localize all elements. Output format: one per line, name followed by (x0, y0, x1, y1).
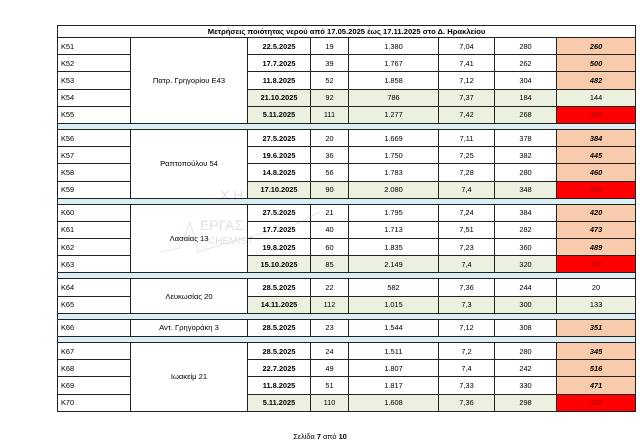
value-flagged: 353 (557, 106, 636, 123)
sample-code: K61 (58, 221, 131, 238)
table-title: Μετρήσεις ποιότητας νερού από 17.05.2025 έως 17.11.2025 στο Δ. Ηρακλείου (58, 26, 636, 38)
sample-date: 17.7.2025 (248, 221, 311, 238)
sample-address: Λευκωσίας 20 (131, 279, 248, 313)
sample-code: K53 (58, 72, 131, 89)
value-4: 298 (495, 394, 557, 411)
sample-date: 19.6.2025 (248, 147, 311, 164)
value-ph: 7,11 (439, 129, 495, 146)
sample-date: 11.8.2025 (248, 377, 311, 394)
sample-code: K65 (58, 296, 131, 313)
sample-code: K62 (58, 239, 131, 256)
value-flagged: 473 (557, 221, 636, 238)
value-2: 1.669 (349, 129, 439, 146)
sample-date: 15.10.2025 (248, 256, 311, 273)
table-row (58, 343, 636, 360)
value-4: 280 (495, 38, 557, 55)
value-ph: 7,04 (439, 38, 495, 55)
sample-date: 19.8.2025 (248, 239, 311, 256)
value-4: 282 (495, 221, 557, 238)
value-2: 1.835 (349, 239, 439, 256)
value-4: 384 (495, 204, 557, 221)
value-2: 1.858 (349, 72, 439, 89)
value-4: 300 (495, 296, 557, 313)
value-2: 1.795 (349, 204, 439, 221)
value-ph: 7,25 (439, 147, 495, 164)
value-ph: 7,12 (439, 319, 495, 336)
value-flagged: 20 (557, 279, 636, 296)
value-ph: 7,3 (439, 296, 495, 313)
value-4: 382 (495, 147, 557, 164)
value-4: 320 (495, 256, 557, 273)
sample-code: K58 (58, 164, 131, 181)
sample-code: K57 (58, 147, 131, 164)
value-ph: 7,4 (439, 360, 495, 377)
value-2: 2.080 (349, 181, 439, 198)
table-row (58, 279, 636, 296)
value-2: 1.750 (349, 147, 439, 164)
value-1: 40 (311, 221, 349, 238)
sample-code: K63 (58, 256, 131, 273)
sample-code: K60 (58, 204, 131, 221)
sample-address: Λασαίας 13 (131, 204, 248, 273)
value-1: 23 (311, 319, 349, 336)
value-4: 242 (495, 360, 557, 377)
value-flagged: 133 (557, 296, 636, 313)
value-flagged: 445 (557, 147, 636, 164)
value-4: 280 (495, 164, 557, 181)
sample-code: K55 (58, 106, 131, 123)
sample-date: 22.5.2025 (248, 38, 311, 55)
table-row (58, 204, 636, 221)
sample-code: K56 (58, 129, 131, 146)
sample-code: K66 (58, 319, 131, 336)
value-1: 52 (311, 72, 349, 89)
value-1: 60 (311, 239, 349, 256)
measurements-table (57, 25, 636, 412)
sample-date: 27.5.2025 (248, 204, 311, 221)
value-2: 1.608 (349, 394, 439, 411)
value-1: 56 (311, 164, 349, 181)
value-ph: 7,12 (439, 72, 495, 89)
value-2: 1.817 (349, 377, 439, 394)
value-flagged: 460 (557, 164, 636, 181)
value-1: 24 (311, 343, 349, 360)
sample-address: Αντ. Γρηγοράκη 3 (131, 319, 248, 336)
value-2: 582 (349, 279, 439, 296)
value-1: 111 (311, 106, 349, 123)
table-row (58, 129, 636, 146)
value-4: 308 (495, 319, 557, 336)
value-2: 1.713 (349, 221, 439, 238)
value-4: 244 (495, 279, 557, 296)
value-ph: 7,2 (439, 343, 495, 360)
value-flagged: 342 (557, 394, 636, 411)
sample-code: K70 (58, 394, 131, 411)
value-4: 360 (495, 239, 557, 256)
sample-date: 28.5.2025 (248, 343, 311, 360)
value-2: 1.511 (349, 343, 439, 360)
value-2: 1.380 (349, 38, 439, 55)
value-ph: 7,4 (439, 256, 495, 273)
sample-date: 28.5.2025 (248, 319, 311, 336)
value-4: 330 (495, 377, 557, 394)
sample-code: K68 (58, 360, 131, 377)
sample-code: K67 (58, 343, 131, 360)
value-1: 85 (311, 256, 349, 273)
value-ph: 7,36 (439, 394, 495, 411)
sample-address: Ιωακείμ 21 (131, 343, 248, 412)
sample-code: K59 (58, 181, 131, 198)
value-4: 304 (495, 72, 557, 89)
value-4: 262 (495, 55, 557, 72)
sample-date: 11.8.2025 (248, 72, 311, 89)
value-1: 20 (311, 129, 349, 146)
sample-code: K52 (58, 55, 131, 72)
sample-date: 21.10.2025 (248, 89, 311, 106)
value-ph: 7,28 (439, 164, 495, 181)
value-1: 90 (311, 181, 349, 198)
value-ph: 7,23 (439, 239, 495, 256)
value-4: 280 (495, 343, 557, 360)
sample-code: K64 (58, 279, 131, 296)
value-ph: 7,24 (439, 204, 495, 221)
value-ph: 7,37 (439, 89, 495, 106)
value-flagged: 489 (557, 239, 636, 256)
sample-date: 17.7.2025 (248, 55, 311, 72)
sample-date: 27.5.2025 (248, 129, 311, 146)
value-4: 378 (495, 129, 557, 146)
sample-date: 14.8.2025 (248, 164, 311, 181)
value-1: 19 (311, 38, 349, 55)
value-flagged: 384 (557, 129, 636, 146)
value-ph: 7,33 (439, 377, 495, 394)
value-2: 1.783 (349, 164, 439, 181)
value-ph: 7,41 (439, 55, 495, 72)
value-2: 1.015 (349, 296, 439, 313)
value-ph: 7,36 (439, 279, 495, 296)
value-flagged: 345 (557, 343, 636, 360)
value-ph: 7,4 (439, 181, 495, 198)
table-row (58, 319, 636, 336)
value-flagged: 420 (557, 204, 636, 221)
value-4: 268 (495, 106, 557, 123)
sample-date: 14.11.2025 (248, 296, 311, 313)
value-flagged: 500 (557, 55, 636, 72)
value-1: 51 (311, 377, 349, 394)
sample-date: 22.7.2025 (248, 360, 311, 377)
value-2: 1.544 (349, 319, 439, 336)
value-4: 348 (495, 181, 557, 198)
watermark-line2: ΕΡΓΑΣ (200, 217, 244, 233)
table-title-row (58, 26, 636, 38)
value-1: 36 (311, 147, 349, 164)
sample-date: 28.5.2025 (248, 279, 311, 296)
footer-page-total: 10 (338, 432, 347, 441)
table-row (58, 38, 636, 55)
value-4: 184 (495, 89, 557, 106)
value-1: 110 (311, 394, 349, 411)
sample-code: K51 (58, 38, 131, 55)
value-flagged: 471 (557, 377, 636, 394)
value-flagged: 144 (557, 89, 636, 106)
value-ph: 7,51 (439, 221, 495, 238)
footer-page-number: 7 (316, 432, 321, 441)
sample-address: Ραπτοπούλου 54 (131, 129, 248, 198)
value-1: 21 (311, 204, 349, 221)
value-2: 2.149 (349, 256, 439, 273)
sample-code: K69 (58, 377, 131, 394)
sample-date: 5.11.2025 (248, 106, 311, 123)
sample-address: Πατρ. Γρηγορίου Ε43 (131, 38, 248, 124)
value-2: 1.277 (349, 106, 439, 123)
measurements-sheet (57, 25, 635, 412)
page-footer (0, 432, 640, 441)
value-flagged: 509 (557, 181, 636, 198)
value-1: 112 (311, 296, 349, 313)
value-flagged: 482 (557, 72, 636, 89)
value-1: 39 (311, 55, 349, 72)
sample-code: K54 (58, 89, 131, 106)
value-flagged: 351 (557, 319, 636, 336)
value-1: 22 (311, 279, 349, 296)
sample-date: 5.11.2025 (248, 394, 311, 411)
value-flagged: 260 (557, 38, 636, 55)
watermark-line3: CHEMIST (208, 236, 253, 247)
value-2: 786 (349, 89, 439, 106)
footer-prefix: Σελίδα (293, 432, 317, 441)
footer-middle: από (320, 432, 339, 441)
value-2: 1.807 (349, 360, 439, 377)
value-ph: 7,42 (439, 106, 495, 123)
value-flagged: 507 (557, 256, 636, 273)
sample-date: 17.10.2025 (248, 181, 311, 198)
watermark-line1: Χ Η (220, 187, 244, 203)
value-1: 92 (311, 89, 349, 106)
value-2: 1.767 (349, 55, 439, 72)
value-1: 49 (311, 360, 349, 377)
value-flagged: 516 (557, 360, 636, 377)
